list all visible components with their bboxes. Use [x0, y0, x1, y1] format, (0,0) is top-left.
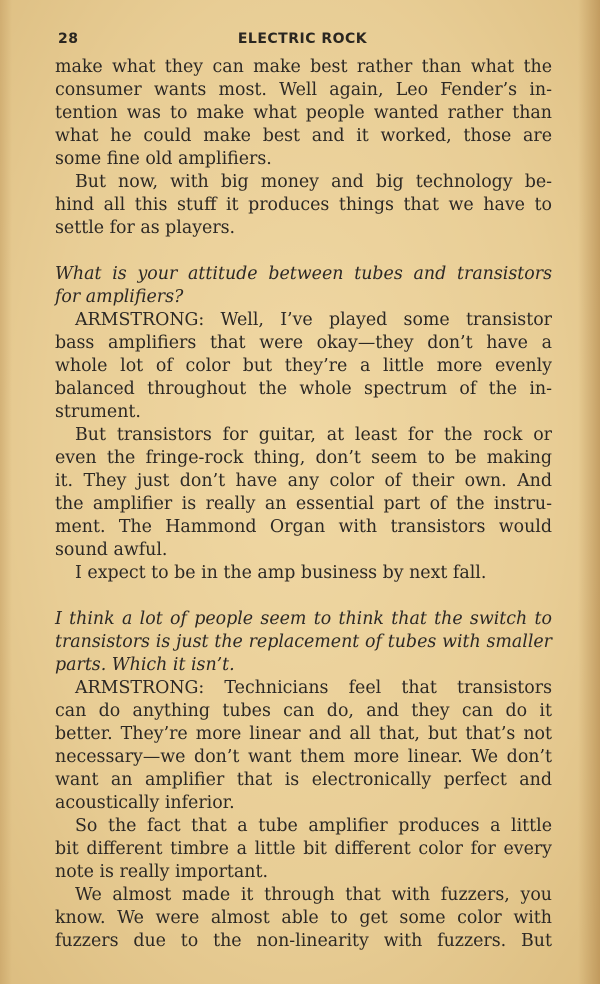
text-line: transistors is just the replacement of tubes with smaller — [55, 632, 552, 652]
text-line: it. They just don’t have any color of their own. And — [55, 471, 552, 491]
text-line: better. They’re more linear and all that, but that’s not — [55, 724, 552, 744]
answer-paragraph — [55, 815, 552, 884]
text-line: strument. — [55, 402, 141, 422]
text-line: make what they can make best rather than what the — [55, 57, 552, 77]
text-line: I think a lot of people seem to think that the switch to — [55, 609, 552, 629]
text-line: can do anything tubes can do, and they can do it — [55, 701, 552, 721]
paragraph-gap — [55, 585, 552, 608]
text-line: acoustically inferior. — [55, 793, 235, 813]
text-line: ARMSTRONG: Well, I’ve played some transistor — [75, 310, 552, 330]
text-line: sound awful. — [55, 540, 168, 560]
interviewer-question — [55, 263, 552, 309]
answer-paragraph — [55, 677, 552, 815]
page-gutter-shadow — [0, 0, 12, 984]
text-line: ment. The Hammond Organ with transistors would — [55, 517, 552, 537]
page-number: 28 — [58, 31, 79, 47]
text-line: We almost made it through that with fuzzers, you — [75, 885, 552, 905]
text-line: note is really important. — [55, 862, 268, 882]
text-line: for amplifiers? — [55, 287, 184, 307]
text-line: bit different timbre a little bit different color for every — [55, 839, 552, 859]
text-line: fuzzers due to the non-linearity with fuzzers. But — [55, 931, 552, 951]
answer-paragraph — [55, 884, 552, 953]
page-body-text — [55, 56, 552, 953]
text-line: the amplifier is really an essential part of the instru- — [55, 494, 552, 514]
text-line: balanced throughout the whole spectrum of the in- — [55, 379, 552, 399]
text-line: tention was to make what people wanted rather than — [55, 103, 552, 123]
page-edge-shadow — [578, 0, 600, 984]
answer-paragraph — [55, 562, 552, 585]
answer-paragraph — [55, 56, 552, 171]
text-line: What is your attitude between tubes and transistors — [55, 264, 552, 284]
text-line: parts. Which it isn’t. — [55, 655, 235, 675]
answer-paragraph — [55, 171, 552, 240]
text-line: I expect to be in the amp business by next fall. — [75, 563, 487, 583]
text-line: But transistors for guitar, at least for the rock or — [75, 425, 552, 445]
interviewer-question — [55, 608, 552, 677]
text-line: bass amplifiers that were okay—they don’t have a — [55, 333, 552, 353]
answer-paragraph — [55, 424, 552, 562]
text-line: whole lot of color but they’re a little more evenly — [55, 356, 552, 376]
text-line: know. We were almost able to get some color with — [55, 908, 552, 928]
paragraph-gap — [55, 240, 552, 263]
text-line: necessary—we don’t want them more linear. We don’t — [55, 747, 552, 767]
text-line: consumer wants most. Well again, Leo Fender’s in- — [55, 80, 552, 100]
answer-paragraph — [55, 309, 552, 424]
running-title: ELECTRIC ROCK — [237, 31, 368, 47]
text-line: what he could make best and it worked, those are — [55, 126, 552, 146]
text-line: even the fringe-rock thing, don’t seem to be making — [55, 448, 552, 468]
text-line: ARMSTRONG: Technicians feel that transistors — [75, 678, 552, 698]
text-line: So the fact that a tube amplifier produces a little — [75, 816, 552, 836]
text-line: some fine old amplifiers. — [55, 149, 272, 169]
text-line: settle for as players. — [55, 218, 236, 238]
page-header — [55, 31, 550, 51]
text-line: want an amplifier that is electronically perfect and — [55, 770, 552, 790]
text-line: hind all this stuff it produces things that we have to — [55, 195, 552, 215]
text-line: But now, with big money and big technology be- — [75, 172, 552, 192]
